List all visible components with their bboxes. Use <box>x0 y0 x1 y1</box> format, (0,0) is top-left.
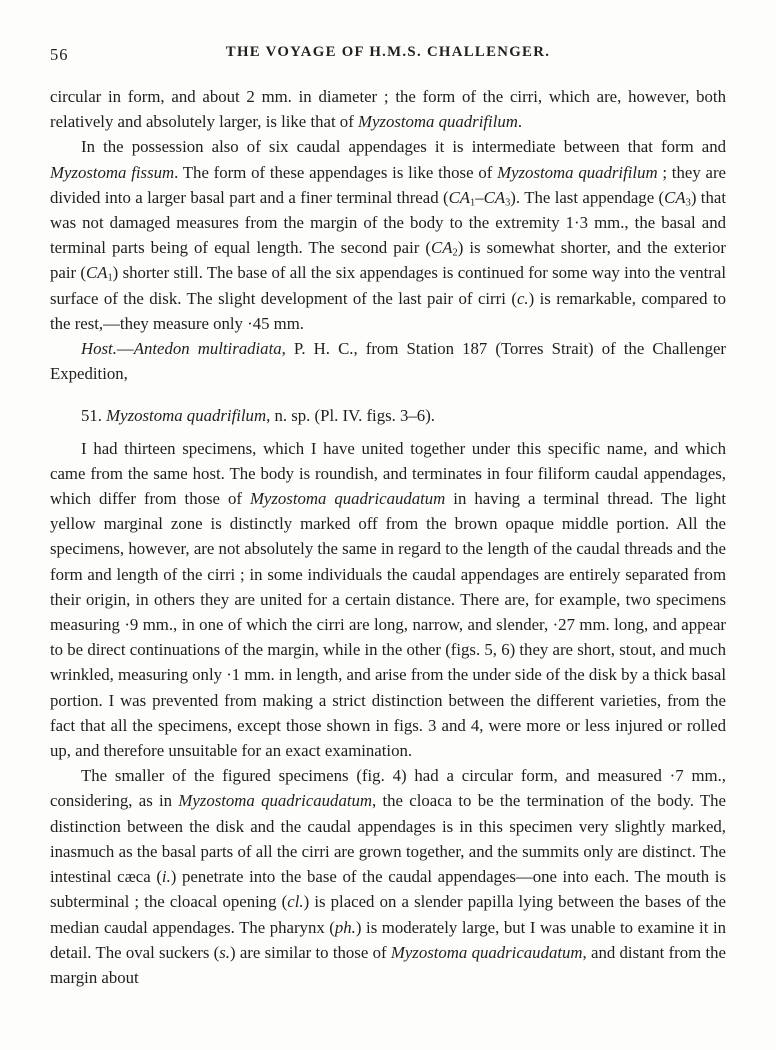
subscript-text: 1 <box>107 273 113 285</box>
italic-text: Myzostoma quadricaudatum <box>390 942 583 962</box>
italic-text: CA <box>431 238 453 258</box>
italic-text: s. <box>219 942 230 962</box>
subscript-text: 2 <box>452 247 458 259</box>
italic-text: cl. <box>287 892 304 912</box>
paragraph-host: Host.—Antedon multiradiata, P. H. C., from Station 187 (Torres Strait) of the Challenger Expedition, <box>50 339 726 384</box>
italic-text: c. <box>516 288 529 308</box>
italic-text: Myzostoma quadrifilum <box>497 162 658 182</box>
subscript-text: 3 <box>685 197 691 209</box>
italic-text: Myzostoma quadricaudatum <box>249 489 446 509</box>
paragraph-continuation: circular in form, and about 2 mm. in diameter ; the form of the cirri, which are, however, both relatively and absolutely larger, is like that of Myzostoma quadrifilum. <box>50 87 726 132</box>
italic-text: CA <box>664 187 686 207</box>
page-number: 56 <box>50 45 69 64</box>
italic-text: CA <box>448 187 471 207</box>
running-title: THE VOYAGE OF H.M.S. CHALLENGER. <box>225 44 551 60</box>
italic-text: Host. <box>81 339 117 359</box>
italic-text: i. <box>161 867 171 887</box>
subscript-text: 1 <box>470 197 476 209</box>
italic-text: Antedon multiradiata <box>133 339 282 359</box>
italic-text: Myzostoma quadrifilum <box>357 112 518 132</box>
italic-text: Myzostoma quadricaudatum <box>178 791 373 811</box>
italic-text: Myzostoma quadrifilum <box>106 406 267 426</box>
paragraph-smaller-specimen: The smaller of the figured specimens (fig. 4) had a circular form, and measured ·7 mm., considering, as in Myzostoma quadricaudatum, the cloaca to be the termination of the body. The distinction between the disk and the caudal appendages is in this specimen very slightly marked, inasmuch as the basal parts of all the cirri are grown together, and the summits only are distinct. The intestinal cæca (i.) penetrate into the base of the caudal appendages—one into each. The mouth is subterminal ; the cloacal opening (cl.) is placed on a slender papilla lying between the bases of the median caudal appendages. The pharynx (ph.) is moderately large, but I was unable to examine it in detail. The oval suckers (s.) are similar to those of Myzostoma quadricaudatum, and distant from the margin about <box>50 766 727 987</box>
paragraph-six-appendages: In the possession also of six caudal appendages it is intermediate between that form and Myzostoma fissum. The form of these appendages is like those of Myzostoma quadrifilum ; they are divided into a larger basal part and a finer terminal thread $(CA_1-CA_3)$. The last appendage $(CA_3)$ that was not damaged measures from the margin of the body to the extremity 1·3 mm., the basal and terminal parts being of equal length. The second pair $(CA_2)$ is somewhat shorter, and the exterior pair $(CA_1)$ shorter still. The base of all the six appendages is continued for some way into the ventral surface of the disk. The slight development of the last pair of cirri (c.) is remarkable, compared to the rest,—they measure only ·45 mm. <box>50 137 726 333</box>
paragraph-thirteen-specimens: I had thirteen specimens, which I have united together under this specific name, and which came from the same host. The body is roundish, and terminates in four filiform caudal appendages, which differ from those of Myzostoma quadricaudatum in having a terminal thread. The light yellow marginal zone is distinctly marked off from the brown opaque middle portion. All the specimens, however, are not absolutely the same in regard to the length of the caudal threads and the form and length of the cirri ; in some individuals the caudal appendages are entirely separated from their origin, in others they are united for a certain distance. There are, for example, two specimens measuring ·9 mm., in one of which the cirri are long, narrow, and slender, ·27 mm. long, and appear to be direct continuations of the margin, while in the other (figs. 5, 6) they are short, stout, and much wrinkled, measuring only ·1 mm. in length, and arise from the under side of the disk by a thick basal portion. I was prevented from making a strict distinction between the different varieties, from the fact that all the specimens, except those shown in figs. 3 and 4, were more or less injured or rolled up, and therefore unsuitable for an exact examination. <box>50 438 726 761</box>
section-heading: 51. Myzostoma quadrifilum, n. sp. (Pl. IV. figs. 3–6). <box>81 406 435 426</box>
italic-text: CA <box>86 263 108 283</box>
text-body <box>50 84 726 990</box>
italic-text: ph. <box>334 917 356 937</box>
italic-text: Myzostoma fissum <box>50 162 175 182</box>
page-header <box>50 44 726 66</box>
italic-text: CA <box>483 187 506 207</box>
subscript-text: 3 <box>505 197 511 209</box>
